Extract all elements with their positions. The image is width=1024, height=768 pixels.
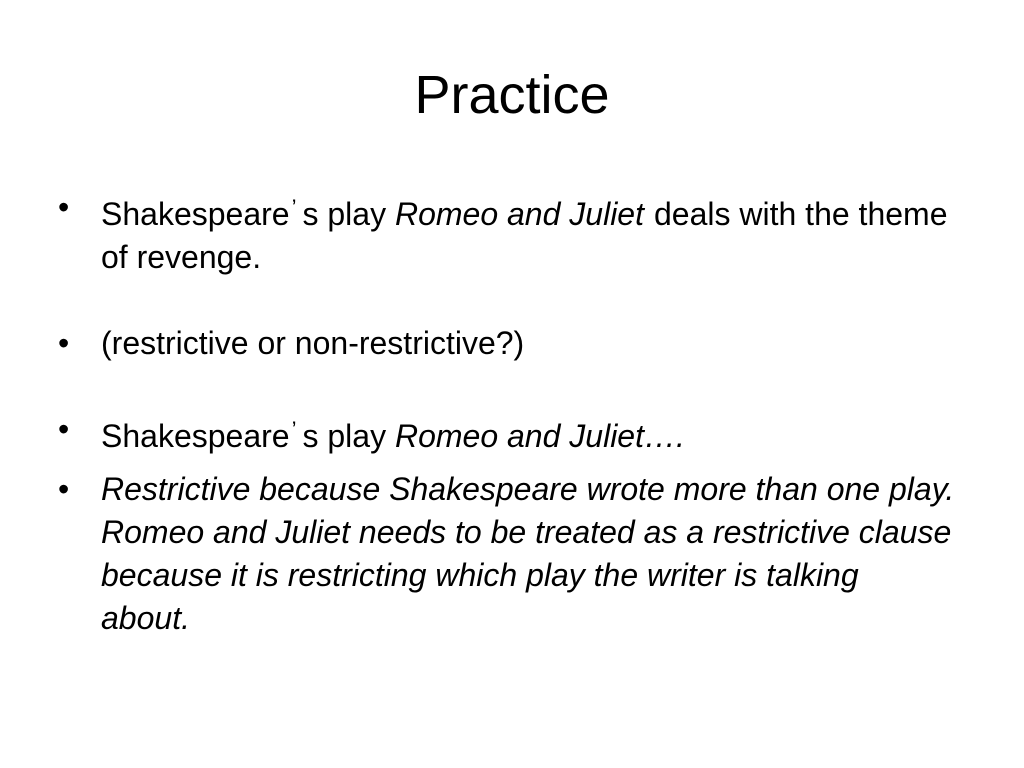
bullet-item-3 — [56, 408, 956, 458]
play-title: Romeo and Juliet — [394, 196, 644, 232]
apostrophe: ’ — [291, 417, 297, 442]
bullet-explanation: Restrictive because Shakespeare wrote more than one play. Romeo and Juliet needs to be treated as a restrictive clause because it is restricting which play the writer is talking about. — [101, 471, 955, 636]
bullet-item-1 — [56, 186, 956, 279]
apostrophe: ’ — [291, 195, 297, 220]
bullet-text-part: deals with the theme of revenge. — [101, 196, 948, 275]
play-title: Romeo and Juliet…. — [394, 418, 685, 454]
bullet-text-part: Shakespeare — [101, 418, 290, 454]
bullet-marker: • — [58, 411, 70, 447]
slide-title: Practice — [414, 65, 610, 125]
bullet-text: (restrictive or non-restrictive?) — [101, 325, 525, 361]
bullet-text-part: s play — [302, 418, 395, 454]
bullet-marker: • — [58, 189, 70, 225]
bullet-marker: • — [58, 325, 70, 361]
bullet-list — [56, 186, 956, 640]
bullet-text-part: s play — [302, 196, 395, 232]
bullet-item-4 — [56, 468, 956, 640]
bullet-item-2 — [56, 322, 956, 365]
bullet-text-part: Shakespeare — [101, 196, 290, 232]
bullet-marker: • — [58, 471, 70, 507]
